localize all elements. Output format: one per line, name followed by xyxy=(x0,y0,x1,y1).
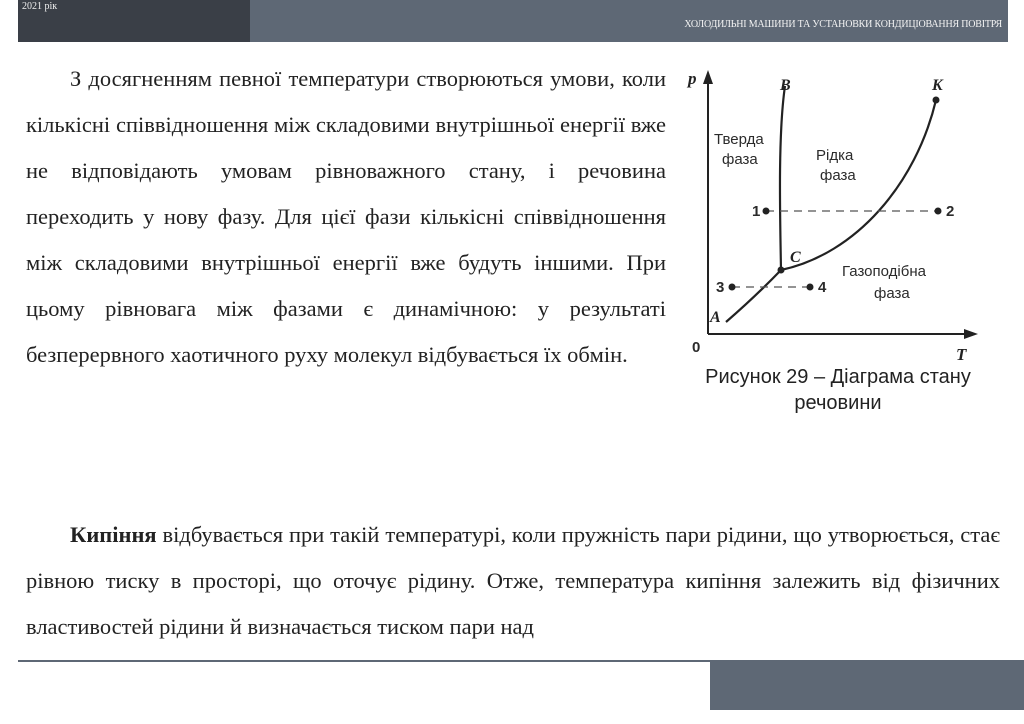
melting-curve xyxy=(780,86,785,270)
point-3-marker xyxy=(729,284,736,291)
paragraph-phase-transition: З досягненням певної температури створюються умови, коли кількісні співвідношення між складовими внутрішньої енергії вже не відповідають умовам рівноважного стану, і речовина переходить у нову фазу. Для цієї фази кількісні співвідношення між складовими внутрішньої енергії вже будуть іншими. При цьому рівновага між фазами є динамічною: у результаті безперервного хаотичного руху молекул відбувається їх обмін. xyxy=(26,66,666,367)
point-4-label: 4 xyxy=(818,279,827,296)
header-year-block xyxy=(18,0,250,42)
footer-block xyxy=(710,662,1024,710)
solid-phase-label-1: Тверда xyxy=(714,131,764,148)
y-axis-arrow-icon xyxy=(703,70,713,84)
solid-phase-label-2: фаза xyxy=(722,151,758,168)
boiling-text: відбувається при такій температурі, коли пружність пари рідини, що утворюється, стає рівною тиску в просторі, що оточує рідину. Отже, температура кипіння залежить від фізичних властивостей рідини й визначається тиском пари над xyxy=(26,522,1000,639)
point-2-label: 2 xyxy=(946,203,955,220)
phase-diagram xyxy=(686,64,986,370)
point-4-marker xyxy=(807,284,814,291)
header-title: ХОЛОДИЛЬНІ МАШИНИ ТА УСТАНОВКИ КОНДИЦІОВАННЯ ПОВІТРЯ xyxy=(684,19,1002,30)
axis-x-label: T xyxy=(956,345,967,364)
point-1-label: 1 xyxy=(752,203,761,220)
gas-phase-label-1: Газоподібна xyxy=(842,263,926,280)
vaporization-curve xyxy=(781,100,936,270)
liquid-phase-label-2: фаза xyxy=(820,167,856,184)
point-3-label: 3 xyxy=(716,279,725,296)
point-b-label: B xyxy=(780,77,791,94)
header-year: 2021 рік xyxy=(22,1,58,12)
point-c-marker xyxy=(778,267,785,274)
origin-label: 0 xyxy=(692,339,701,356)
boiling-term: Кипіння xyxy=(70,522,157,547)
gas-phase-label-2: фаза xyxy=(874,285,910,302)
sublimation-curve xyxy=(726,270,781,322)
liquid-phase-label-1: Рідка xyxy=(816,147,854,164)
point-1-marker xyxy=(763,208,770,215)
point-a-label: A xyxy=(710,309,721,326)
point-k-label: K xyxy=(932,77,943,94)
axis-y-label: p xyxy=(688,69,697,88)
x-axis-arrow-icon xyxy=(964,329,978,339)
point-2-marker xyxy=(935,208,942,215)
header-title-block xyxy=(250,0,1008,42)
paragraph-boiling xyxy=(26,512,1000,650)
point-c-label: C xyxy=(790,249,801,266)
point-k-marker xyxy=(933,97,940,104)
figure-caption: Рисунок 29 – Діаграма стану речовини xyxy=(705,366,971,414)
